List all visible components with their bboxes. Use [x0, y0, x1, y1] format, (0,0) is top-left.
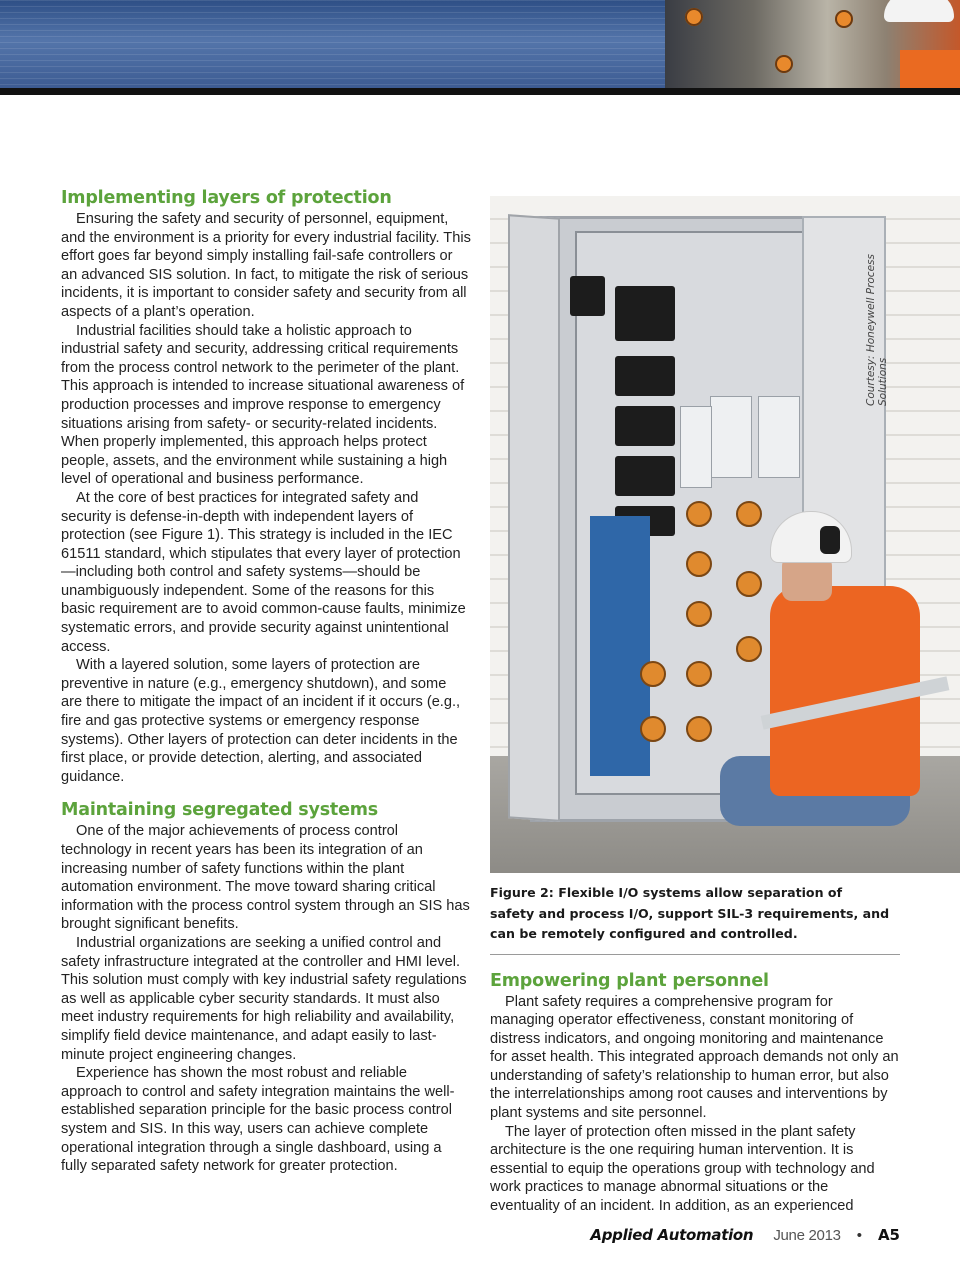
section-heading-layers: Implementing layers of protection [61, 188, 392, 208]
banner-indicator-light [775, 55, 793, 73]
issue-date: June 2013 [773, 1227, 841, 1244]
header-rule [0, 88, 960, 95]
indicator-light [686, 501, 712, 527]
body-paragraph: One of the major achievements of process control technology in recent years has been its integration of an increasing number of safety functions within the plant automation environment. The move toward sharing critical information with the process control system through an SIS has brought significant benefits. [61, 823, 470, 933]
header-banner [0, 0, 960, 90]
banner-indicator-light [835, 10, 853, 28]
cabinet-door-left [508, 214, 560, 822]
publication-name: Applied Automation [590, 1226, 754, 1244]
body-paragraph: At the core of best practices for integrated safety and security is defense-in-depth with independent layers of protection (see Figure 1). This strategy is included in the IEC 61511 standard, which stipulates that every layer of protection—including both control and safety systems—should be unambiguously independent. Some of the reasons for this basic requirement are to avoid common-cause faults, minimize systematic errors, and provide security against unintentional access. [61, 489, 466, 655]
figure-caption: Figure 2: Flexible I/O systems allow separation of safety and process I/O, support SIL-3 requirements, and can be remotely configured and controlled. [490, 885, 890, 941]
io-module [570, 276, 605, 316]
banner-helmet [884, 0, 954, 22]
indicator-light [686, 551, 712, 577]
left-column [61, 186, 471, 1176]
body-paragraph: Industrial organizations are seeking a unified control and safety infrastructure integrated at the controller and HMI level. This solution must comply with key industrial safety regulations as well as applicable cyber security standards. It must also meet industry requirements for high reliability and availability, simplify field device maintenance, and adapt easily to last-minute project engineering changes. [61, 934, 467, 1063]
section-heading-segregated: Maintaining segregated systems [61, 800, 379, 821]
power-supply-unit [680, 406, 712, 488]
power-supply-unit [710, 396, 752, 478]
indicator-light [736, 636, 762, 662]
io-module [615, 456, 675, 496]
indicator-light [686, 601, 712, 627]
indicator-light [640, 661, 666, 687]
indicator-light [686, 716, 712, 742]
body-paragraph: Ensuring the safety and security of personnel, equipment, and the environment is a priority for every industrial facility. This effort goes far beyond simply installing fail-safe controllers or an advanced SIS solution. In fact, to mitigate the risk of serious incidents, it is important to consider safety and security from all aspects of a plant’s operation. [61, 211, 471, 320]
photo-credit: Courtesy: Honeywell Process Solutions [865, 254, 889, 406]
io-module [615, 356, 675, 396]
caption-divider [490, 954, 900, 955]
indicator-light [686, 661, 712, 687]
body-paragraph: The layer of protection often missed in the plant safety architecture is the one requiring human intervention. It is essential to equip the operations group with technology and work practices to manage abnormal situations or the eventuality of an incident. In addition, as an experienced [490, 1123, 875, 1215]
page-number: A5 [877, 1226, 900, 1244]
ear-protection [820, 526, 840, 554]
banner-indicator-light [685, 8, 703, 26]
indicator-light [736, 501, 762, 527]
body-paragraph: Industrial facilities should take a holistic approach to industrial safety and security, addressing critical requirements from the process control network to the perimeter of the plant. This approach is intended to increase situational awareness of production processes and improve response to emergency situations arising from safety- or security-related incidents. When properly implemented, this approach helps protect people, assets, and the environment while sustaining a high level of operational and business performance. [61, 322, 465, 488]
indicator-light [736, 571, 762, 597]
banner-photo [665, 0, 960, 90]
power-supply-unit [758, 396, 800, 478]
io-module [615, 406, 675, 446]
figure-2-photo [490, 196, 960, 873]
blue-wiring-panel [590, 516, 650, 776]
body-paragraph: Plant safety requires a comprehensive program for managing operator effectiveness, constant monitoring of distress indicators, and ongoing monitoring and maintenance for asset health. This integrated approach demands not only an understanding of safety’s relationship to human error, but also the interrelationships among root causes and interventions by plant systems and site personnel. [490, 993, 899, 1122]
right-column [490, 196, 900, 1216]
body-paragraph: With a layered solution, some layers of protection are preventive in nature (e.g., emergency shutdown), and some are there to mitigate the impact of an incident if it occurs (e.g., fire and gas protective systems or emergency response systems). Other layers of protection can deter incidents in the first place, or provide detection, alerting, and associated guidance. [61, 657, 461, 785]
section-heading-empowering: Empowering plant personnel [490, 970, 769, 991]
page-footer [590, 1226, 900, 1250]
body-paragraph: Experience has shown the most robust and reliable approach to control and safety integration maintains the well-established separation principle for the basic process control system and SIS. In this way, users can achieve complete operational integration through a single dashboard, using a fully separated safety network for greater protection. [61, 1065, 455, 1175]
footer-bullet: • [856, 1227, 862, 1244]
banner-vest [900, 50, 960, 90]
io-module [615, 286, 675, 341]
banner-stripes [0, 0, 665, 90]
indicator-light [640, 716, 666, 742]
